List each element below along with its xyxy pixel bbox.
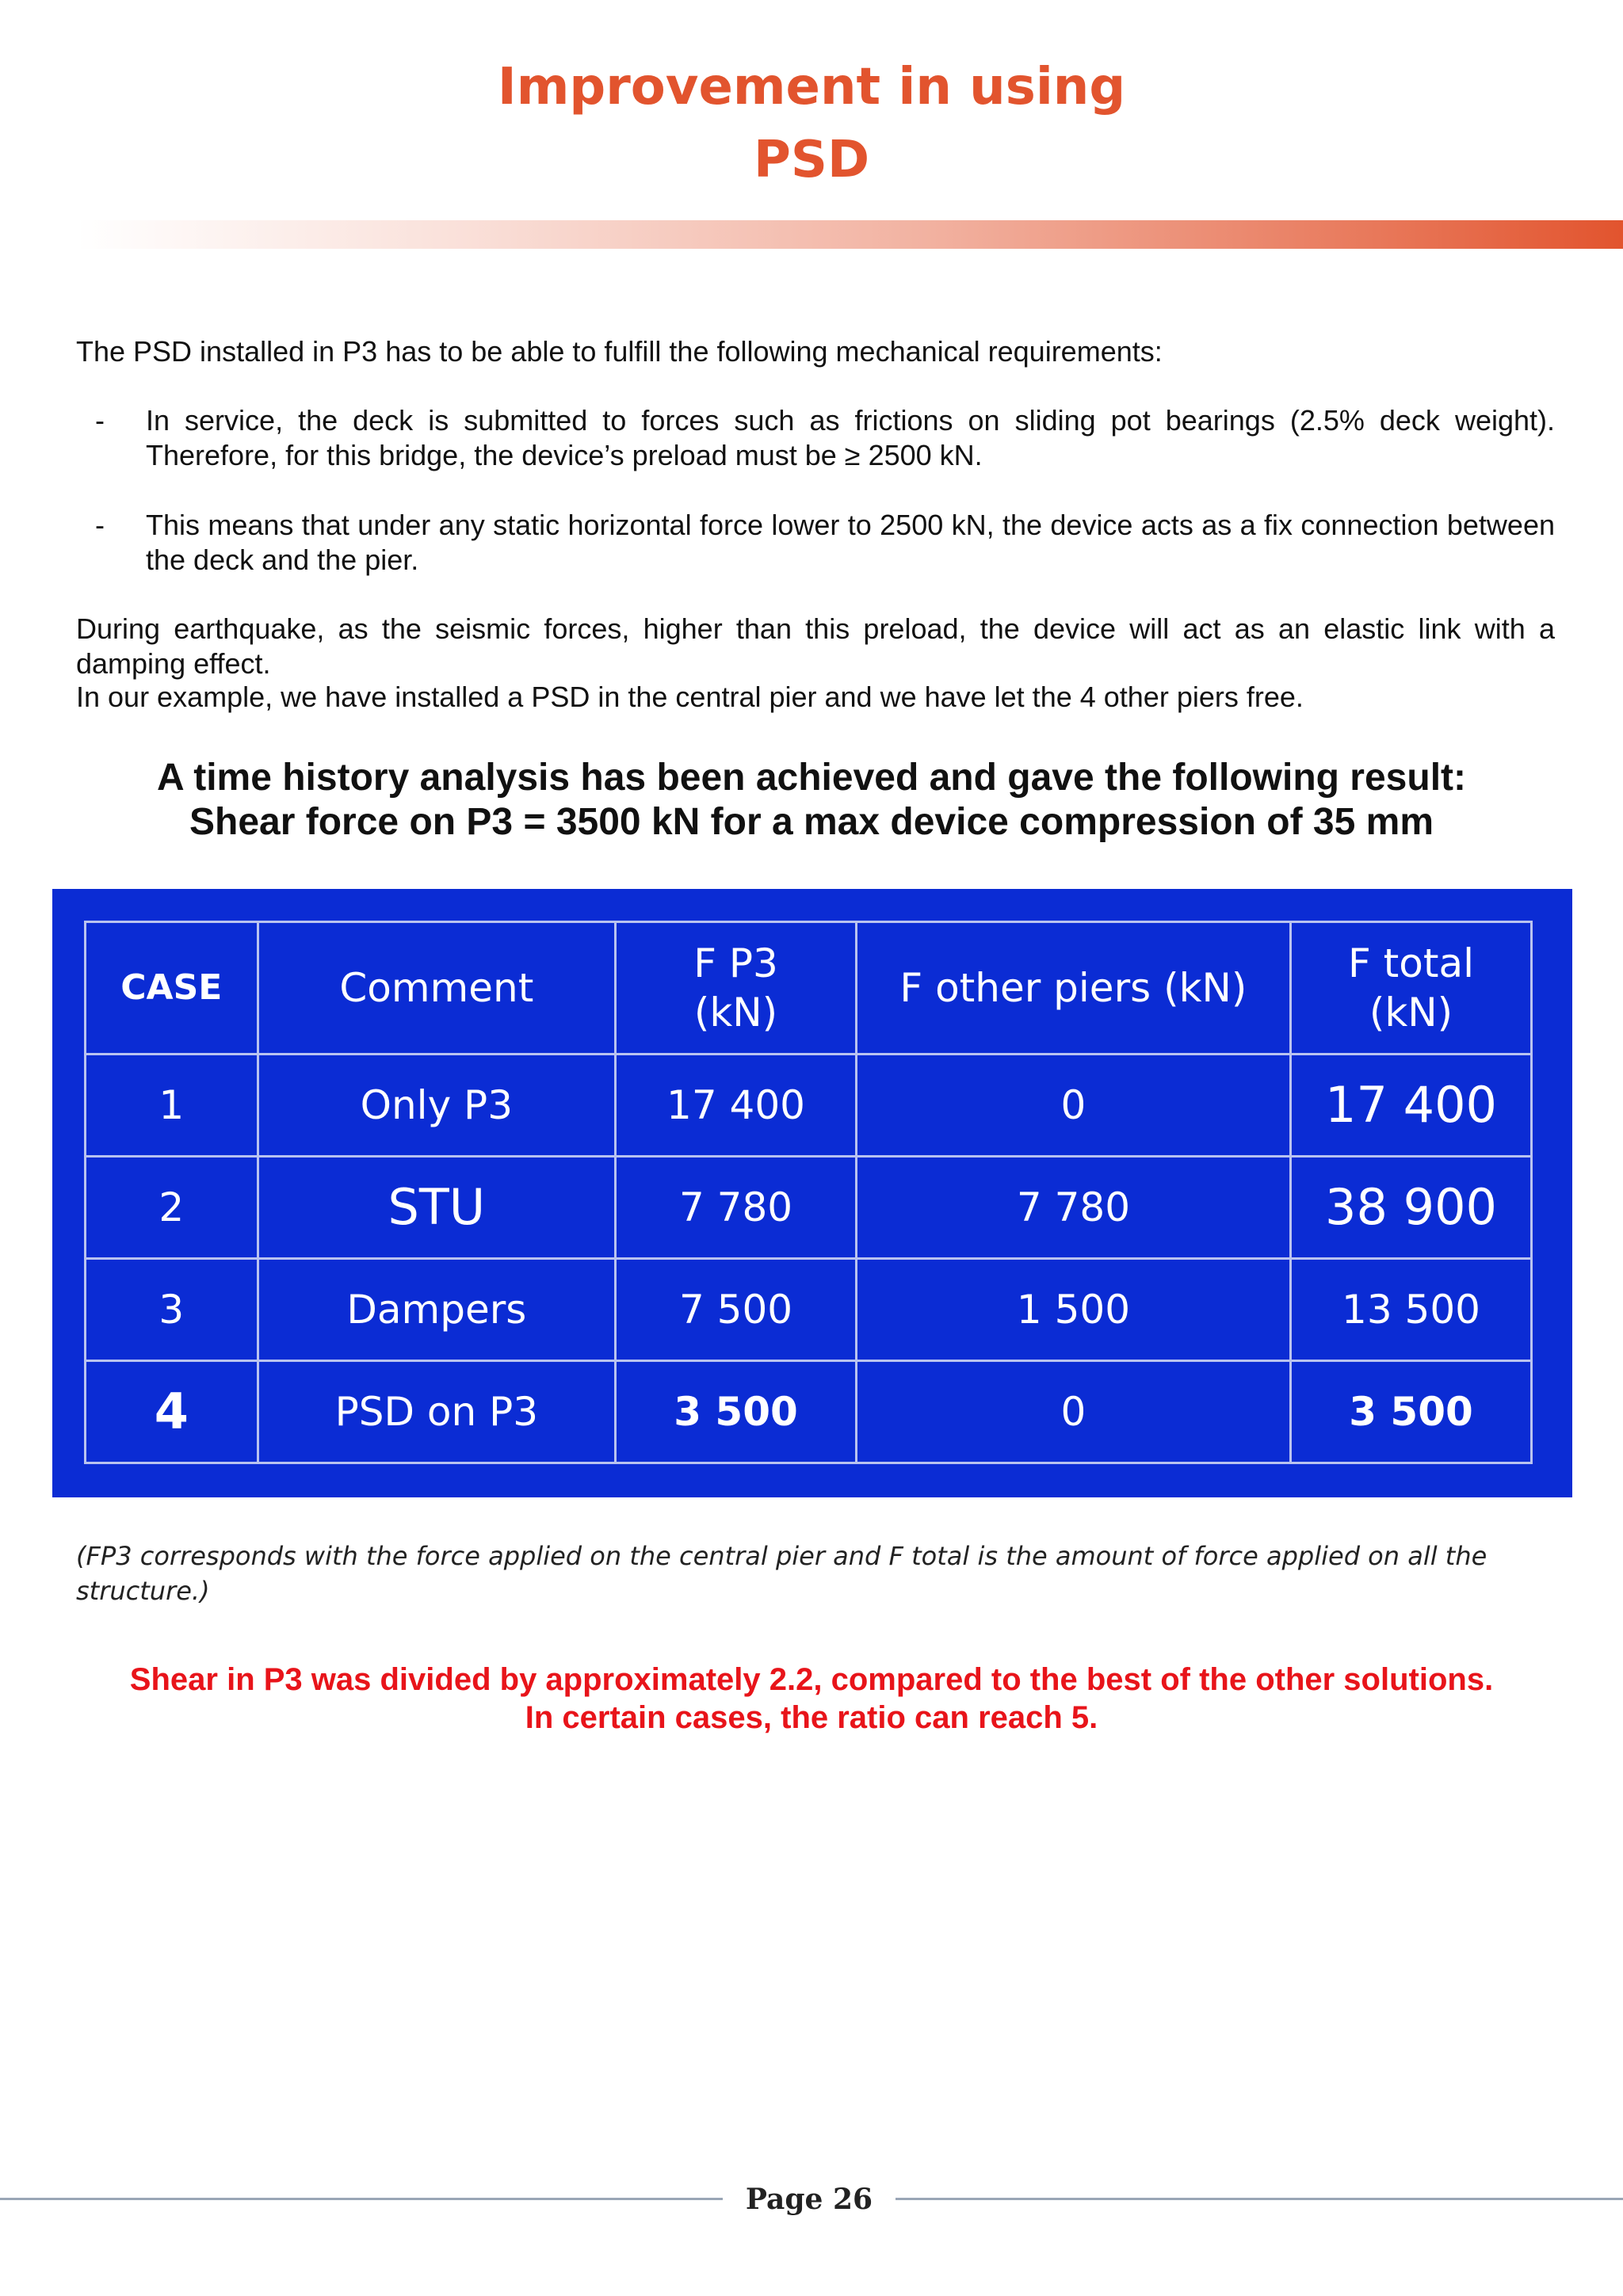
cell-comment: STU <box>258 1157 616 1259</box>
bullet-text: In service, the deck is submitted to forces such as frictions on sliding pot bearings (2.5% deck weight). Therefore, for this bridge, the device’s preload must be ≥ 2500 kN. <box>146 404 1555 471</box>
bullet-item <box>76 508 1555 578</box>
cell-comment: Only P3 <box>258 1055 616 1157</box>
conclusion-text <box>0 1661 1623 1737</box>
table-row <box>86 1157 1532 1259</box>
cell-comment: Dampers <box>258 1259 616 1361</box>
cell-case: 1 <box>86 1055 258 1157</box>
earthquake-paragraph: During earthquake, as the seismic forces, higher than this preload, the device will act as an elastic link with a damping effect. <box>76 612 1555 680</box>
header-ftotal <box>1291 922 1532 1055</box>
header-case: CASE <box>86 922 258 1055</box>
title-gradient-rule <box>76 220 1623 249</box>
cell-fother: 1 500 <box>856 1259 1290 1361</box>
header-ftotal-line2: (kN) <box>1369 990 1453 1035</box>
table-row <box>86 1055 1532 1157</box>
results-table-panel <box>52 889 1572 1497</box>
cell-fp3: 17 400 <box>616 1055 857 1157</box>
cell-fp3: 7 500 <box>616 1259 857 1361</box>
cell-ftotal: 17 400 <box>1291 1055 1532 1157</box>
table-row <box>86 1361 1532 1463</box>
cell-ftotal: 3 500 <box>1291 1361 1532 1463</box>
cell-fp3: 3 500 <box>616 1361 857 1463</box>
table-row <box>86 1259 1532 1361</box>
page-title <box>0 51 1623 196</box>
table-header-row <box>86 922 1532 1055</box>
result-headline <box>0 756 1623 845</box>
cell-case: 2 <box>86 1157 258 1259</box>
intro-text: The PSD installed in P3 has to be able to fulfill the following mechanical requirements: <box>76 335 1163 368</box>
results-table <box>84 921 1533 1464</box>
footer-rule-right <box>896 2198 1623 2200</box>
page-number: Page 26 <box>745 2183 873 2216</box>
header-ftotal-line1: F total <box>1348 940 1474 986</box>
cell-ftotal: 13 500 <box>1291 1259 1532 1361</box>
bullet-dash: - <box>95 404 105 437</box>
bullet-item <box>76 403 1555 473</box>
cell-comment: PSD on P3 <box>258 1361 616 1463</box>
headline-line-1: A time history analysis has been achieved and gave the following result: <box>156 757 1466 799</box>
header-fp3-line1: F P3 <box>693 940 778 986</box>
header-fother: F other piers (kN) <box>856 922 1290 1055</box>
cell-fp3: 7 780 <box>616 1157 857 1259</box>
footer-rule-left <box>0 2198 723 2200</box>
cell-fother: 0 <box>856 1361 1290 1463</box>
header-comment: Comment <box>258 922 616 1055</box>
cell-case: 4 <box>86 1361 258 1463</box>
title-line-2: PSD <box>753 131 870 189</box>
header-fp3-line2: (kN) <box>693 990 778 1035</box>
headline-line-2: Shear force on P3 = 3500 kN for a max device compression of 35 mm <box>189 801 1434 843</box>
bullet-text: This means that under any static horizontal force lower to 2500 kN, the device acts as a fix connection between the deck and the pier. <box>146 509 1555 576</box>
conclusion-line-2: In certain cases, the ratio can reach 5. <box>525 1700 1098 1735</box>
cell-fother: 7 780 <box>856 1157 1290 1259</box>
title-line-1: Improvement in using <box>497 58 1126 116</box>
cell-ftotal: 38 900 <box>1291 1157 1532 1259</box>
conclusion-line-1: Shear in P3 was divided by approximately 2.2, compared to the best of the other solutions. <box>129 1662 1494 1697</box>
bullet-dash: - <box>95 509 105 541</box>
example-paragraph: In our example, we have installed a PSD in the central pier and we have let the 4 other piers free. <box>76 681 1304 713</box>
cell-fother: 0 <box>856 1055 1290 1157</box>
cell-case: 3 <box>86 1259 258 1361</box>
header-fp3 <box>616 922 857 1055</box>
table-caption: (FP3 corresponds with the force applied on the central pier and F total is the amount of force applied on all the structure.) <box>76 1541 1487 1606</box>
